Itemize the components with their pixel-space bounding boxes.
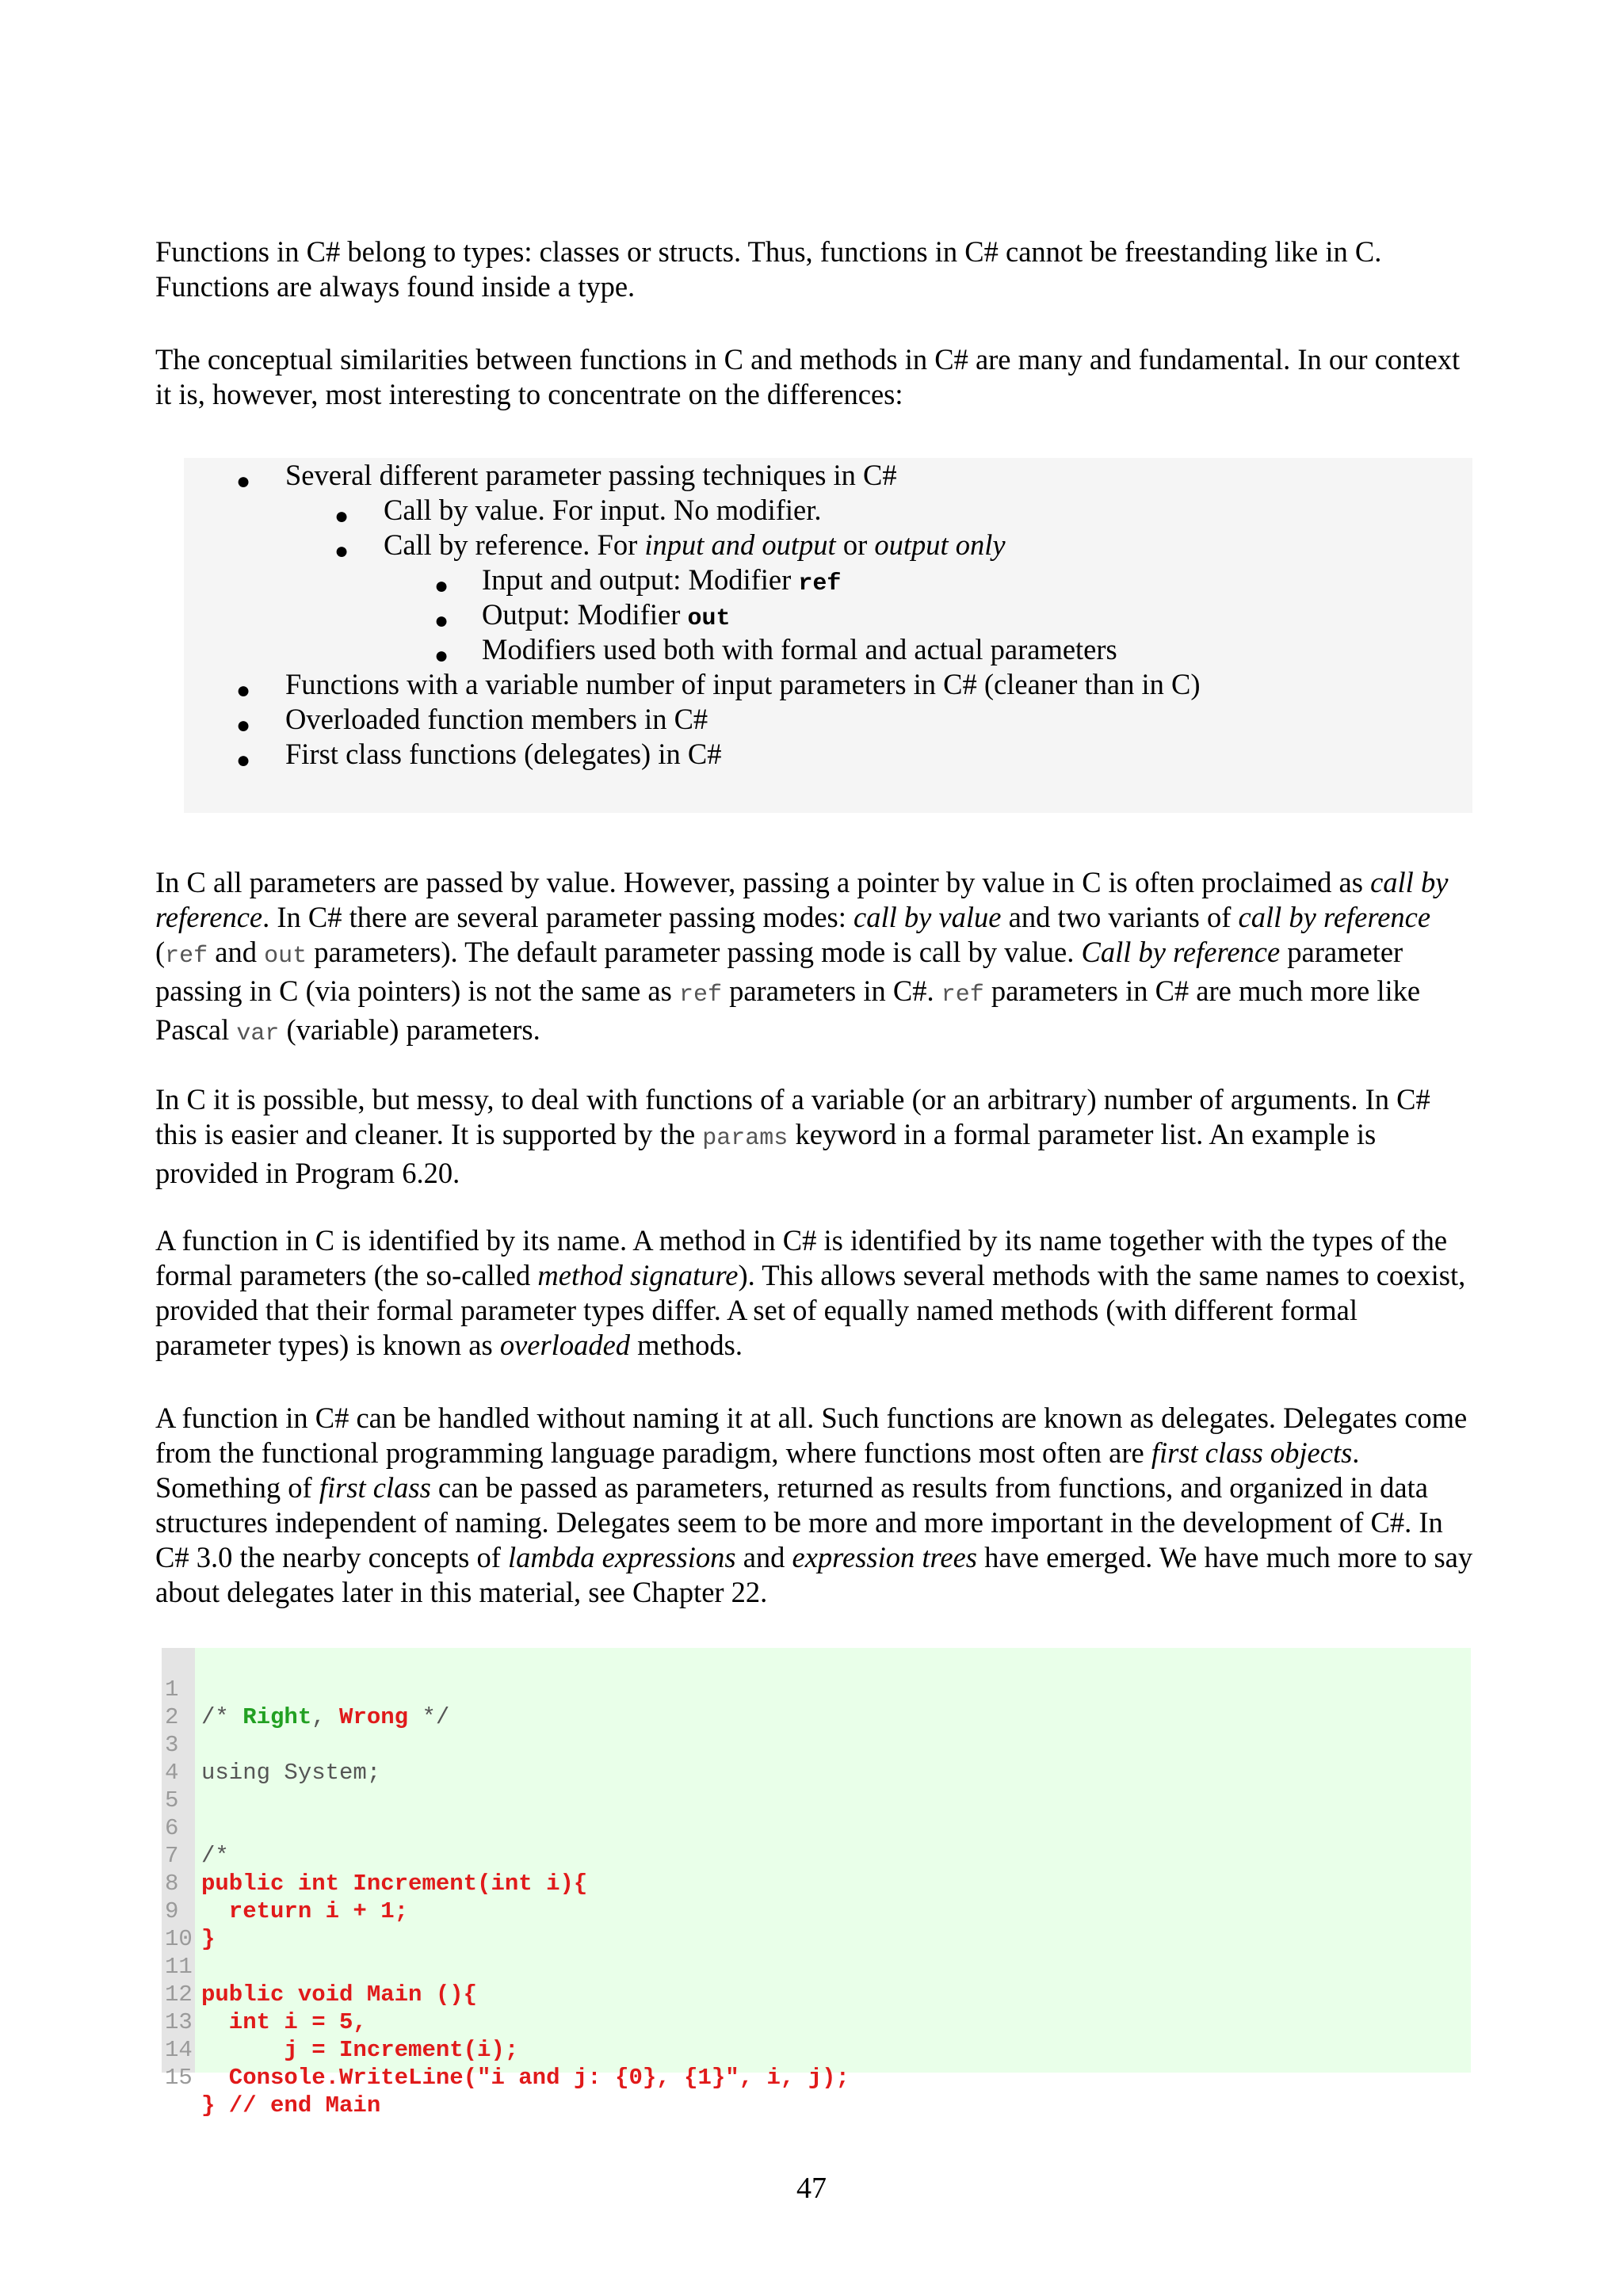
code-comment: ,	[311, 1704, 340, 1730]
line-number: 13	[165, 2009, 193, 2035]
code-listing	[162, 1648, 1471, 2119]
code-line-text: return i + 1;	[201, 1898, 409, 1924]
code-keyword: out	[687, 605, 731, 632]
list-item-text: Input and output: Modifier	[482, 563, 799, 596]
differences-bullet-box	[184, 458, 1472, 813]
bullet-icon: ●	[236, 468, 251, 494]
italic-term: method signature	[537, 1259, 739, 1291]
bullet-icon: ●	[334, 538, 349, 564]
list-item: Functions with a variable number of input parameters in C# (cleaner than in C)	[285, 668, 1201, 700]
paragraph-text: parameters in C#.	[721, 974, 941, 1007]
code-line	[162, 1676, 244, 1730]
paragraph-text: methods.	[630, 1329, 743, 1361]
code-line	[162, 1648, 450, 1730]
bullet-icon: ●	[434, 573, 449, 599]
line-number: 14	[165, 2037, 193, 2063]
code-line	[162, 1731, 244, 1786]
paragraph-functions-belong-to-types	[155, 235, 1479, 304]
paragraph-text: ). This allows several methods with the same names to coexist, provided that their formal parameter types differ. A set of equally named methods (with different formal parameter types) is known as	[155, 1259, 1466, 1361]
code-line	[162, 1787, 244, 1869]
code-line-text: public void Main (){	[201, 1981, 478, 2008]
code-line-text: } // end Main	[201, 2092, 381, 2119]
paragraph-text: parameters). The default parameter passing mode is call by value.	[307, 936, 1082, 968]
inline-code: params	[702, 1125, 789, 1152]
bullet-icon: ●	[434, 608, 449, 634]
italic-term: input and output	[644, 528, 836, 561]
list-item-text: Output: Modifier	[482, 598, 688, 631]
paragraph-text: have emerged. We have much more to say about delegates later in this material, see Chapter 22.	[155, 1541, 1473, 1608]
italic-term: call by reference	[1238, 901, 1431, 933]
paragraph-variable-arguments	[155, 1082, 1479, 1191]
paragraph-text: keyword in a formal parameter list. An example is provided in Program 6.20.	[155, 1118, 1377, 1189]
paragraph-text: Functions in C# belong to types: classes or structs. Thus, functions in C# cannot be freestanding like in C. Functions are always found inside a type.	[155, 235, 1382, 303]
paragraph-text: parameter passing in C (via pointers) is not the same as	[155, 936, 1403, 1007]
code-line	[162, 1897, 244, 1952]
code-line	[162, 1814, 588, 1897]
paragraph-delegates	[155, 1401, 1479, 1610]
code-line	[162, 1759, 244, 1814]
code-wrong-label: Wrong	[339, 1704, 409, 1730]
list-item: Several different parameter passing techniques in C#	[285, 459, 897, 491]
paragraph-method-signature	[155, 1223, 1479, 1363]
code-line-text: public int Increment(int i){	[201, 1871, 588, 1897]
list-item-text: or	[835, 528, 875, 561]
inline-code: ref	[678, 982, 722, 1009]
paragraph-text: A function in C# can be handled without naming it at all. Such functions are known as delegates. Delegates come from the functional programming language paradigm, where functions most often are	[155, 1402, 1468, 1469]
code-keyword: ref	[798, 570, 842, 597]
paragraph-conceptual-similarities	[155, 342, 1479, 412]
code-line-text: j = Increment(i);	[201, 2037, 519, 2063]
italic-term: call by reference	[155, 866, 1449, 933]
bullet-icon: ●	[434, 643, 449, 669]
paragraph-text: The conceptual similarities between functions in C and methods in C# are many and fundamental. In our context it is, however, most interesting to concentrate on the differences:	[155, 343, 1461, 410]
code-comment: /*	[201, 1704, 243, 1730]
list-item: First class functions (delegates) in C#	[285, 738, 722, 770]
italic-term: expression trees	[792, 1541, 977, 1573]
paragraph-text: (	[155, 936, 166, 968]
bullet-icon: ●	[236, 712, 251, 738]
paragraph-parameter-passing	[155, 865, 1479, 1051]
italic-term: first class objects	[1151, 1436, 1353, 1469]
line-number: 8	[165, 1871, 179, 1897]
code-comment: */	[408, 1704, 450, 1730]
line-number: 5	[165, 1787, 179, 1814]
code-line-text: using System;	[201, 1760, 381, 1786]
list-item: Call by value. For input. No modifier.	[384, 494, 822, 526]
paragraph-text: and two variants of	[1001, 901, 1239, 933]
list-item: Modifiers used both with formal and actual parameters	[482, 633, 1117, 666]
inline-code: out	[264, 943, 307, 970]
paragraph-text: and	[735, 1541, 792, 1573]
line-number: 7	[165, 1843, 179, 1869]
inline-code: var	[236, 1020, 280, 1047]
line-number: 6	[165, 1815, 179, 1841]
line-number: 15	[165, 2065, 193, 2091]
paragraph-text: (variable) parameters.	[279, 1013, 540, 1046]
line-number: 3	[165, 1732, 179, 1758]
bullet-icon: ●	[236, 747, 251, 773]
italic-term: Call by reference	[1081, 936, 1281, 968]
italic-term: first class	[319, 1471, 431, 1504]
line-number: 11	[165, 1954, 193, 1980]
list-item	[482, 597, 731, 636]
paragraph-text: In C all parameters are passed by value. However, passing a pointer by value in C is often proclaimed as	[155, 866, 1371, 898]
list-item-text: Call by reference. For	[384, 528, 645, 561]
paragraph-text: and	[208, 936, 265, 968]
code-line-text: int i = 5,	[201, 2009, 367, 2035]
line-number: 2	[165, 1704, 179, 1730]
list-item	[384, 528, 1006, 563]
line-number: 12	[165, 1981, 193, 2008]
italic-term: overloaded	[499, 1329, 631, 1361]
paragraph-text: A function in C is identified by its name. A method in C# is identified by its name together with the types of the formal parameters (the so-called	[155, 1224, 1448, 1291]
code-right-label: Right	[242, 1704, 312, 1730]
list-item	[482, 563, 841, 601]
line-number: 4	[165, 1760, 179, 1786]
code-line-text: Console.WriteLine("i and j: {0}, {1}", i, j);	[201, 2065, 850, 2091]
paragraph-text: parameters in C# are much more like Pascal	[155, 974, 1421, 1046]
line-number: 1	[165, 1676, 179, 1703]
line-number: 10	[165, 1926, 193, 1952]
paragraph-text: can be passed as parameters, returned as results from functions, and organized in data structures independent of naming. Delegates seem to be more and more important in the development of C#. In C# 3.0 the nearby concepts of	[155, 1471, 1443, 1573]
page-number: 47	[796, 2172, 827, 2205]
code-line-text: }	[201, 1926, 216, 1952]
inline-code: ref	[941, 982, 984, 1009]
paragraph-text: In C it is possible, but messy, to deal with functions of a variable (or an arbitrary) number of arguments. In C# this is easier and cleaner. It is supported by the	[155, 1083, 1430, 1150]
italic-term: call by value	[854, 901, 1002, 933]
paragraph-text: . Something of	[155, 1436, 1360, 1504]
bullet-icon: ●	[236, 677, 251, 704]
line-number: 9	[165, 1898, 179, 1924]
bullet-icon: ●	[334, 503, 349, 529]
inline-code: ref	[165, 943, 208, 970]
code-line-text: /*	[201, 1843, 229, 1869]
paragraph-text: . In C# there are several parameter passing modes:	[262, 901, 854, 933]
italic-term: output only	[874, 528, 1006, 561]
list-item: Overloaded function members in C#	[285, 703, 708, 735]
italic-term: lambda expressions	[507, 1541, 736, 1573]
